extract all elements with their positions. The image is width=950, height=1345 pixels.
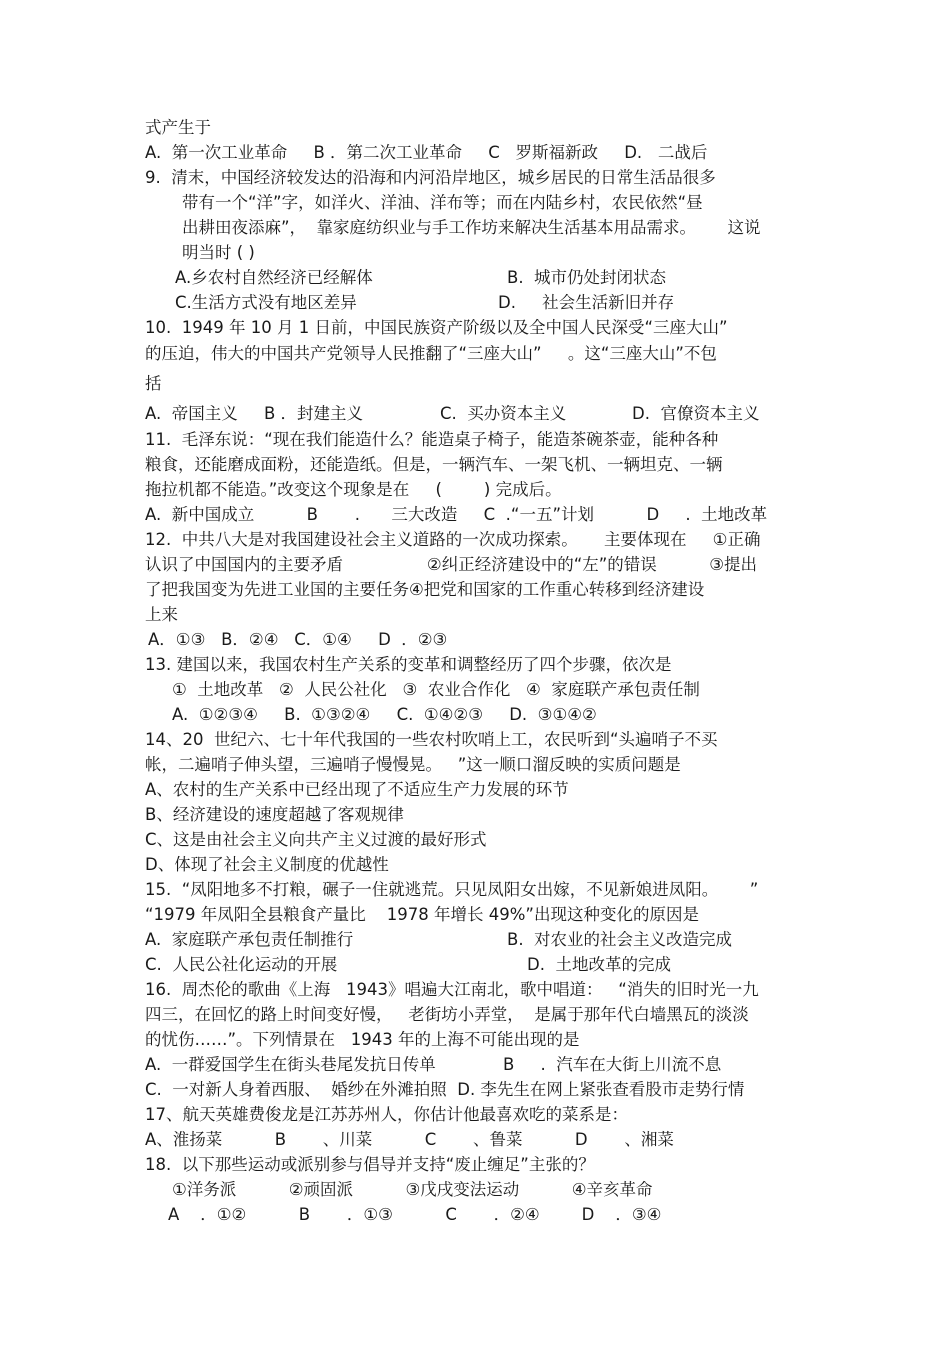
question-13: 13. 建国以来，我国农村生产关系的变革和调整经历了四个步骤，依次是 <box>145 655 672 674</box>
option-cd: C. 一对新人身着西服、 婚纱在外滩拍照 D. 李先生在网上紧张查看股市走势行情 <box>145 1080 745 1099</box>
option-c: C、这是由社会主义向共产主义过渡的最好形式 <box>145 830 487 849</box>
text-line: 式产生于 <box>145 118 211 137</box>
question-11: 11. 毛泽东说：“现在我们能造什么？能造桌子椅子，能造茶碗茶壶，能种各种 <box>145 430 719 449</box>
text-line: ①洋务派 ②顽固派 ③戊戌变法运动 ④辛亥革命 <box>172 1180 653 1199</box>
text-line: 四三，在回忆的路上时间变好慢， 老街坊小弄堂， 是属于那年代白墙黑瓦的淡淡 <box>145 1005 749 1024</box>
option-b: B. 对农业的社会主义改造完成 <box>507 930 733 949</box>
option-b: B. 城市仍处封闭状态 <box>507 268 667 287</box>
text-line: 了把我国变为先进工业国的主要任务④把党和国家的工作重心转移到经济建设 <box>145 580 705 599</box>
options-line: A ．①② B ．①③ C ．②④ D ．③④ <box>168 1205 662 1224</box>
options-line: A．①③ B．②④ C．①④ D ．②③ <box>148 630 448 649</box>
question-14: 14、20 世纪六、七十年代我国的一些农村吹哨上工，农民听到“头遍哨子不买 <box>145 730 718 749</box>
text-line: ① 土地改革 ② 人民公社化 ③ 农业合作化 ④ 家庭联产承包责任制 <box>172 680 700 699</box>
text-line: 帐，二遍哨子伸头望，三遍哨子慢慢晃。 ”这一顺口溜反映的实质问题是 <box>145 755 681 774</box>
text-line: 认识了中国国内的主要矛盾 ②纠正经济建设中的“左”的错误 ③提出 <box>145 555 758 574</box>
question-17: 17、航天英雄费俊龙是江苏苏州人，你估计他最喜欢吃的菜系是： <box>145 1105 628 1124</box>
text-line: 带有一个“洋”字，如洋火、洋油、洋布等；而在内陆乡村，农民依然“昼 <box>182 193 703 212</box>
text-line: 明当时 ( ) <box>182 243 255 262</box>
option-a: A. 家庭联产承包责任制推行 <box>145 930 354 949</box>
text-line: 出耕田夜添麻”， 靠家庭纺织业与手工作坊来解决生活基本用品需求。 这说 <box>182 218 761 237</box>
option-a: A、农村的生产关系中已经出现了不适应生产力发展的环节 <box>145 780 569 799</box>
question-10: 10. 1949 年 10 月 1 日前，中国民族资产阶级以及全中国人民深受“三座大山” <box>145 318 728 337</box>
option-d: D. 官僚资本主义 <box>632 404 760 423</box>
text-line: 的压迫，伟大的中国共产党领导人民推翻了“三座大山” 。这“三座大山”不包 <box>145 344 717 363</box>
option-b: B . 汽车在大街上川流不息 <box>503 1055 722 1074</box>
option-d: D. 社会生活新旧并存 <box>498 293 675 312</box>
option-a: A. 一群爱国学生在街头巷尾发抗日传单 <box>145 1055 436 1074</box>
text-line: 拖拉机都不能造。”改变这个现象是在 ( ) 完成后。 <box>145 480 562 499</box>
question-18: 18. 以下那些运动或派别参与倡导并支持“废止缠足”主张的？ <box>145 1155 595 1174</box>
question-15: 15. “凤阳地多不打粮，碾子一住就逃荒。只见凤阳女出嫁，不见新娘进凤阳。 ” <box>145 880 759 899</box>
question-9: 9. 清末，中国经济较发达的沿海和内河沿岸地区，城乡居民的日常生活品很多 <box>145 168 716 187</box>
text-line: 的忧伤……”。下列情景在 1943 年的上海不可能出现的是 <box>145 1030 580 1049</box>
option-c: C.生活方式没有地区差异 <box>175 293 357 312</box>
option-c: C. 人民公社化运动的开展 <box>145 955 338 974</box>
option-a: A.乡农村自然经济已经解体 <box>175 268 373 287</box>
text-line: “1979 年凤阳全县粮食产量比 1978 年增长 49%”出现这种变化的原因是 <box>145 905 699 924</box>
option-d: D、体现了社会主义制度的优越性 <box>145 855 389 874</box>
options-line: A. 新中国成立 B . 三大改造 C .“一五”计划 D . 土地改革 <box>145 505 768 524</box>
question-12: 12. 中共八大是对我国建设社会主义道路的一次成功探索。 主要体现在 ①正确 <box>145 530 761 549</box>
option-c: C. 买办资本主义 <box>440 404 567 423</box>
option-d: D. 土地改革的完成 <box>527 955 671 974</box>
text-line: 括 <box>145 374 162 393</box>
text-line: 上来 <box>145 605 178 624</box>
options-line: A. 第一次工业革命 B ．第二次工业革命 C 罗斯福新政 D. 二战后 <box>145 143 708 162</box>
text-line: 粮食，还能磨成面粉，还能造纸。但是，一辆汽车、一架飞机、一辆坦克、一辆 <box>145 455 723 474</box>
option-ab: A. 帝国主义 B ．封建主义 <box>145 404 364 423</box>
option-b: B、经济建设的速度超越了客观规律 <box>145 805 404 824</box>
options-line: A. ①②③④ B. ①③②④ C. ①④②③ D. ③①④② <box>172 705 597 724</box>
options-line: A、淮扬菜 B 、川菜 C 、鲁菜 D 、湘菜 <box>145 1130 674 1149</box>
question-16: 16. 周杰伦的歌曲《上海 1943》唱遍大江南北，歌中唱道： “消失的旧时光一九 <box>145 980 759 999</box>
